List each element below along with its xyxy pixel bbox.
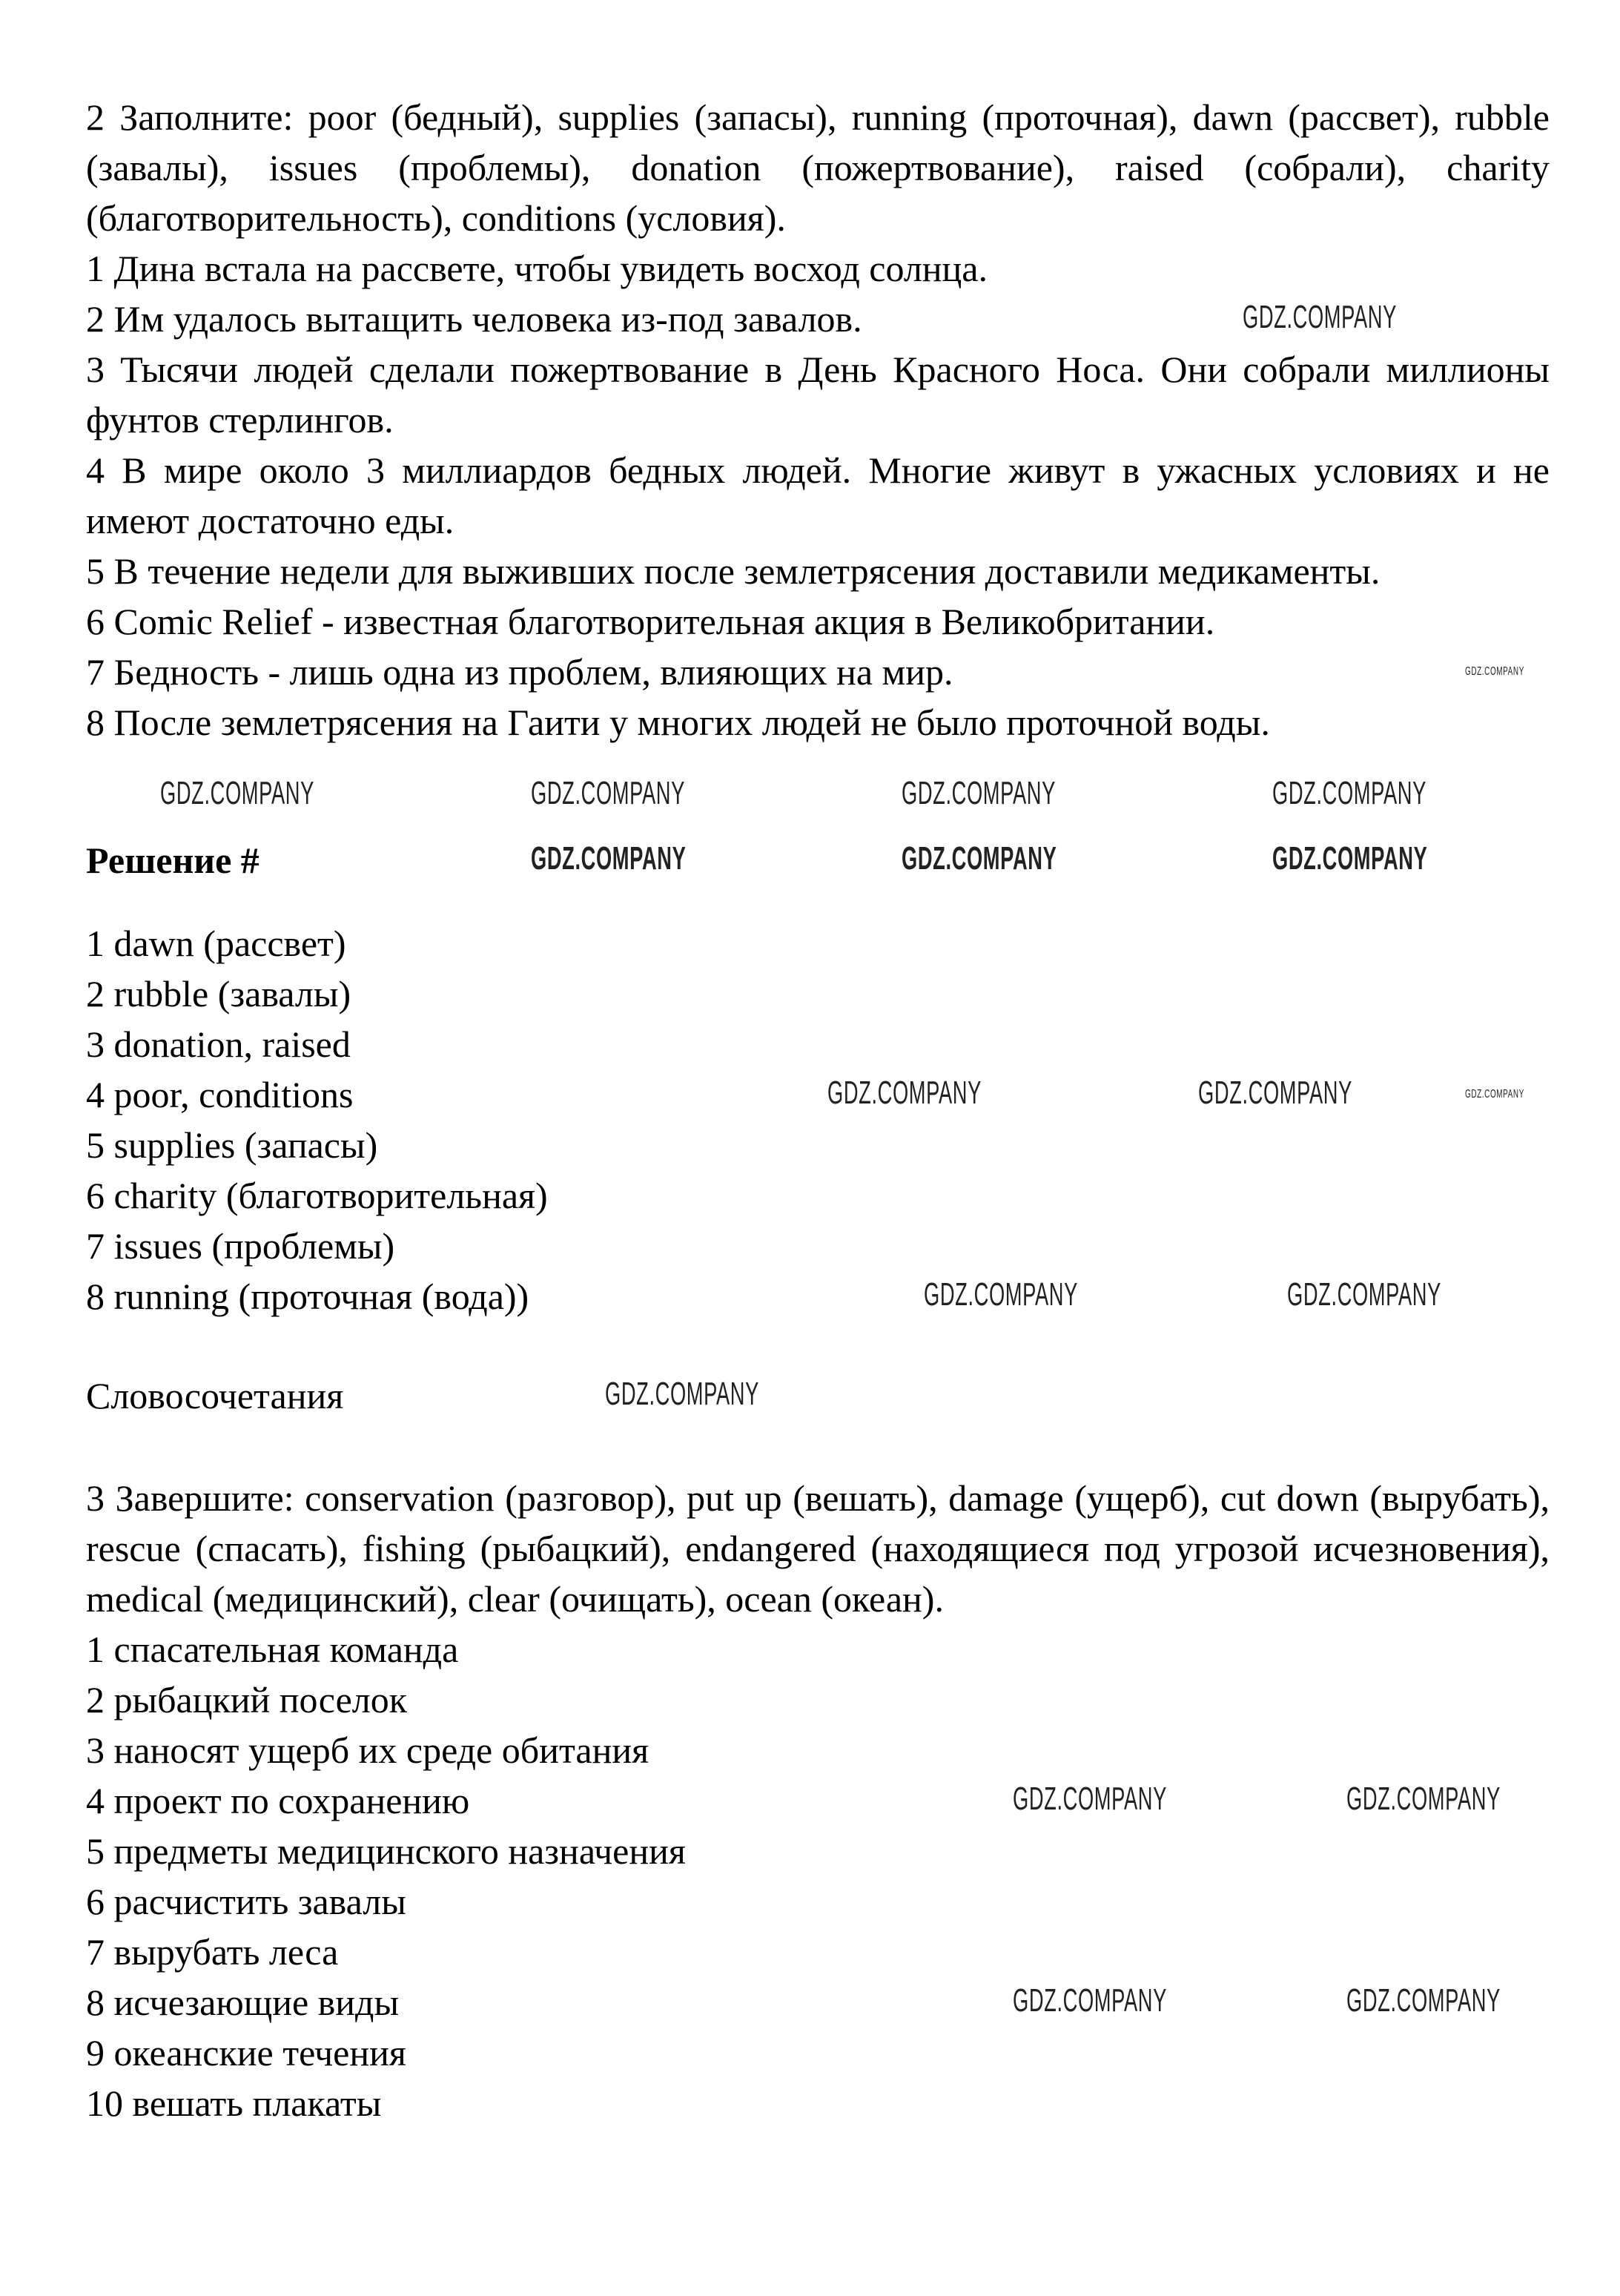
task2-item-text: 8 После землетрясения на Гаити у многих людей не было проточной воды. — [86, 702, 1270, 743]
answer-text: 1 dawn (рассвет) — [86, 923, 346, 964]
task2-item-text: 5 В течение недели для выживших после землетрясения доставили медикаменты. — [86, 550, 1381, 592]
watermark: GDZ.COMPANY — [1243, 299, 1397, 335]
answer-text: 4 poor, conditions — [86, 1074, 354, 1115]
task2-item — [86, 697, 1550, 748]
task2-instruction-text: 2 Заполните: poor (бедный), supplies (запасы), running (проточная), dawn (рассвет), rubble (завалы), issues (проблемы), donation (пожертвование), raised (собрали), charity (благотворительность), conditions (условия). — [86, 96, 1550, 239]
task2-item — [86, 596, 1550, 647]
answer-item — [86, 1170, 1550, 1221]
watermark: GDZ.COMPANY — [902, 840, 1057, 877]
solution-heading — [86, 835, 1550, 885]
solution-heading-text: Решение # — [86, 839, 259, 881]
task2-item — [86, 243, 1550, 294]
spacer — [86, 748, 1550, 835]
answer-item — [86, 918, 1550, 969]
task3-item-text: 4 проект по сохранению — [86, 1780, 470, 1821]
task2-item-text: 7 Бедность - лишь одна из проблем, влияющих на мир. — [86, 651, 953, 693]
watermark: GDZ.COMPANY — [902, 775, 1056, 811]
task3-item — [86, 1775, 1550, 1826]
answer-item — [86, 1019, 1550, 1069]
watermark: GDZ.COMPANY — [605, 1376, 759, 1412]
task3-item-text: 8 исчезающие виды — [86, 1982, 400, 2023]
task2-item-text: 4 В мире около 3 миллиардов бедных людей. Многие живут в ужасных условиях и не имеют достаточно еды. — [86, 449, 1550, 541]
watermark: GDZ.COMPANY — [160, 775, 314, 811]
task3-item — [86, 2078, 1550, 2128]
task2-instruction — [86, 92, 1550, 243]
task2-item — [86, 445, 1550, 546]
answer-item — [86, 1271, 1550, 1322]
answer-text: 6 charity (благотворительная) — [86, 1175, 548, 1216]
watermark: GDZ.COMPANY — [1346, 1781, 1501, 1817]
document-page — [86, 92, 1550, 2128]
answer-text: 3 donation, raised — [86, 1023, 351, 1065]
section-title — [86, 1370, 1550, 1421]
task3-item — [86, 1675, 1550, 1725]
spacer — [86, 1322, 1550, 1370]
task2-item-text: 2 Им удалось вытащить человека из-под завалов. — [86, 298, 862, 340]
spacer — [86, 1421, 1550, 1473]
task2-item-text: 3 Тысячи людей сделали пожертвование в День Красного Носа. Они собрали миллионы фунтов стерлингов. — [86, 349, 1550, 441]
task3-item — [86, 1876, 1550, 1927]
task3-item-text: 5 предметы медицинского назначения — [86, 1830, 686, 1872]
task3-item — [86, 1624, 1550, 1675]
watermark: GDZ.COMPANY — [1465, 1088, 1524, 1101]
watermark: GDZ.COMPANY — [924, 1276, 1078, 1313]
task2-item — [86, 294, 1550, 344]
task3-instruction-text: 3 Завершите: conservation (разговор), put up (вешать), damage (ущерб), cut down (вырубать), rescue (спасать), fishing (рыбацкий), endangered (находящиеся под угрозой исчезновения), medical (медицинский), clear (очищать), ocean (океан). — [86, 1477, 1550, 1620]
task2-item — [86, 546, 1550, 596]
task2-item — [86, 344, 1550, 445]
task3-item-text: 3 наносят ущерб их среде обитания — [86, 1729, 649, 1771]
answer-text: 8 running (проточная (вода)) — [86, 1276, 529, 1317]
watermark: GDZ.COMPANY — [1272, 775, 1426, 811]
answer-item — [86, 1069, 1550, 1120]
task3-item — [86, 1725, 1550, 1775]
task3-item — [86, 2028, 1550, 2078]
answer-item — [86, 1221, 1550, 1271]
answer-text: 5 supplies (запасы) — [86, 1124, 378, 1166]
answer-item — [86, 1120, 1550, 1170]
spacer — [86, 885, 1550, 918]
task3-item-text: 6 расчистить завалы — [86, 1881, 406, 1922]
watermark: GDZ.COMPANY — [1465, 665, 1524, 678]
task3-item — [86, 1826, 1550, 1876]
task3-item — [86, 1977, 1550, 2028]
watermark: GDZ.COMPANY — [1287, 1276, 1441, 1313]
answer-text: 7 issues (проблемы) — [86, 1225, 395, 1267]
section-title-text: Словосочетания — [86, 1375, 344, 1416]
task2-item-text: 1 Дина встала на рассвете, чтобы увидеть восход солнца. — [86, 248, 988, 289]
task2-item-text: 6 Comic Relief - известная благотворительная акция в Великобритании. — [86, 601, 1215, 642]
answer-item — [86, 969, 1550, 1019]
watermark: GDZ.COMPANY — [531, 775, 685, 811]
task2-item — [86, 647, 1550, 697]
task3-item — [86, 1927, 1550, 1977]
task3-item-text: 10 вешать плакаты — [86, 2082, 382, 2124]
watermark: GDZ.COMPANY — [1013, 1781, 1167, 1817]
task3-item-text: 9 океанские течения — [86, 2032, 406, 2074]
watermark: GDZ.COMPANY — [1013, 1982, 1167, 2019]
task3-item-text: 7 вырубать леса — [86, 1931, 339, 1973]
task3-item-text: 2 рыбацкий поселок — [86, 1679, 408, 1721]
watermark: GDZ.COMPANY — [1346, 1982, 1501, 2019]
watermark: GDZ.COMPANY — [531, 840, 687, 877]
watermark: GDZ.COMPANY — [1198, 1075, 1352, 1111]
task3-instruction — [86, 1473, 1550, 1624]
task3-item-text: 1 спасательная команда — [86, 1629, 459, 1670]
answer-list — [86, 918, 1550, 1322]
watermark: GDZ.COMPANY — [827, 1075, 982, 1111]
watermark: GDZ.COMPANY — [1272, 840, 1428, 877]
answer-text: 2 rubble (завалы) — [86, 973, 351, 1015]
